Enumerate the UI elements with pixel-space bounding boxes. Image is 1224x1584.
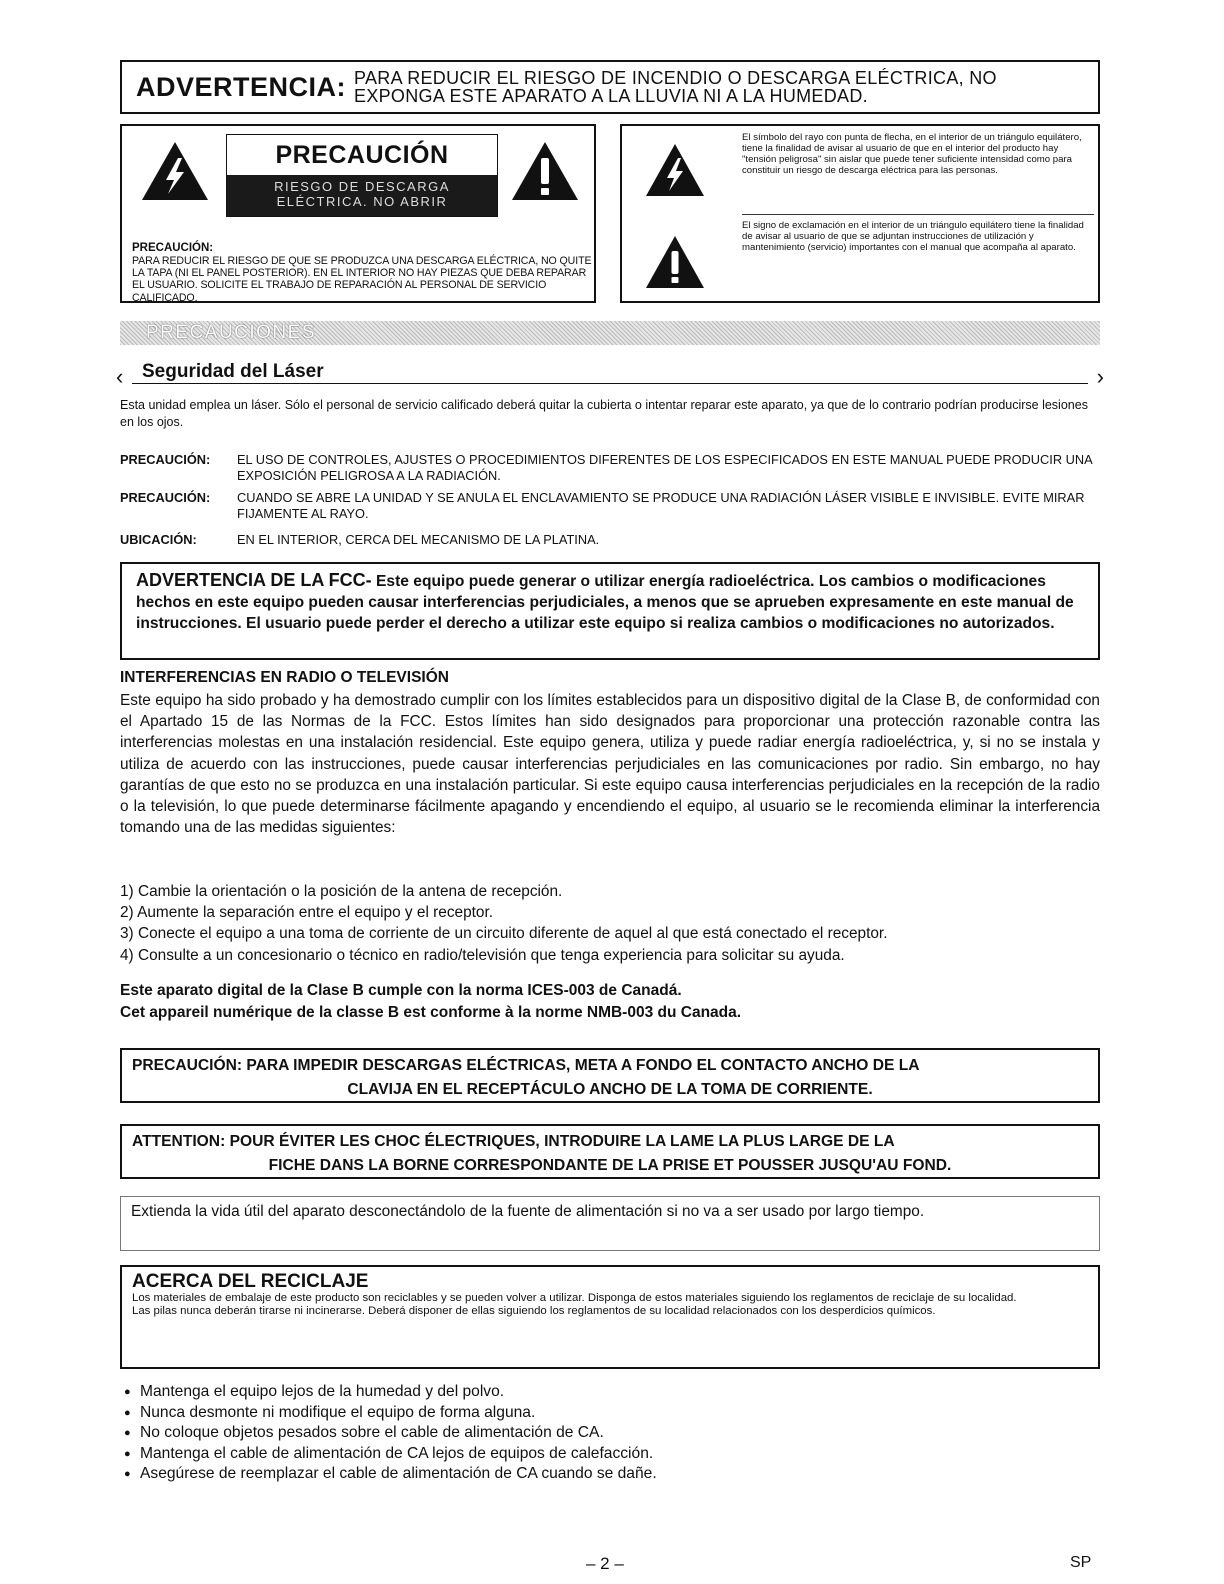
- caution-dark-line-1: RIESGO DE DESCARGA: [274, 179, 450, 194]
- interference-list: [120, 881, 1100, 966]
- interference-text: Este equipo ha sido probado y ha demostrado cumplir con los límites establecidos para un dispositivo digital de la Clase B, de conformidad con el Apartado 15 de las Normas de la FCC. Estos límites han sido designados para proporcionar una protección razonable contra las interferencias molestas en una instalación residencial. Este equipo genera, utiliza y puede radiar energía radioeléctrica, y, si no se instala y utiliza de acuerdo con las instrucciones, puede causar interferencias perjudiciales en las comunicaciones por radio. Sin embargo, no hay garantías de que esto no se produzca en una instalación particular. Si este equipo causa interferencias perjudiciales en la recepción de la radio o la televisión, lo que puede determinarse fácilmente apagando y encendiendo el equipo, al usuario se le recomienda eliminar la interferencia tomando una de las medidas siguientes:: [120, 692, 1100, 837]
- language-code: SP: [1070, 1554, 1092, 1571]
- fcc-warning-box: [120, 562, 1100, 660]
- laser-intro: Esta unidad emplea un láser. Sólo el personal de servicio calificado deberá quitar la cubierta o intentar reparar este aparato, ya que de lo contrario podrían producirse lesiones en los ojos.: [120, 398, 1088, 429]
- top-warning-line-1: PARA REDUCIR EL RIESGO DE INCENDIO O DESCARGA ELÉCTRICA, NO: [354, 68, 997, 88]
- section-banner-title: PRECAUCIONES: [146, 322, 317, 343]
- recycle-paragraph-1: Los materiales de embalaje de este producto son reciclables y se pueden volver a utilizar. Disponga de estos materiales siguiendo los reglamentos de reciclaje de su localidad.: [132, 1292, 1017, 1304]
- list-item: 1) Cambie la orientación o la posición de la antena de recepción.: [120, 883, 563, 900]
- exclamation-symbol-icon: [644, 234, 706, 290]
- caution-small-title: PRECAUCIÓN:: [132, 242, 214, 254]
- interference-title: INTERFERENCIAS EN RADIO O TELEVISIÓN: [120, 669, 449, 686]
- laser-row-2: [120, 490, 1100, 522]
- lightning-warning-icon: [140, 140, 210, 202]
- laser-row-1-label: PRECAUCIÓN:: [120, 452, 211, 467]
- list-item: ● Mantenga el cable de alimentación de CA lejos de equipos de calefacción.: [120, 1444, 657, 1465]
- lightning-symbol-text: El símbolo del rayo con punta de flecha, en el interior de un triángulo equilátero, tiene la finalidad de avisar al usuario de que en el interior del producto hay "tensión peligrosa" sin aislar que puede tener suficiente intensidad como para constituir un riesgo de descarga eléctrica para las personas.: [742, 132, 1082, 176]
- top-warning-label: ADVERTENCIA:: [136, 71, 347, 102]
- laser-row-1-text: EL USO DE CONTROLES, AJUSTES O PROCEDIMIENTOS DIFERENTES DE LOS ESPECIFICADOS EN ESTE MANUAL PUEDE PRODUCIR UNA EXPOSICIÓN PELIGROSA A LA RADIACIÓN.: [237, 452, 1092, 483]
- exclamation-symbol-text: El signo de exclamación en el interior de un triángulo equilátero tiene la finalidad de avisar al usuario de que se adjuntan instrucciones de utilización y mantenimiento (servicio) importantes con el manual que acompaña al aparato.: [742, 220, 1084, 253]
- laser-row-2-label: PRECAUCIÓN:: [120, 490, 211, 505]
- list-item: ● Mantenga el equipo lejos de la humedad y del polvo.: [120, 1382, 657, 1403]
- bullet-list: [120, 1382, 657, 1485]
- plug-es-line-2: CLAVIJA EN EL RECEPTÁCULO ANCHO DE LA TOMA DE CORRIENTE.: [347, 1081, 873, 1098]
- caution-dark-panel: [227, 175, 497, 216]
- left-chevron-icon: ‹: [116, 364, 124, 389]
- plug-fr-line-1: ATTENTION: POUR ÉVITER LES CHOC ÉLECTRIQUES, INTRODUIRE LA LAME LA PLUS LARGE DE LA: [132, 1133, 895, 1150]
- laser-row-3: [120, 532, 1100, 548]
- top-warning-box: [120, 60, 1100, 114]
- canada-line-fr: Cet appareil numérique de la classe B est conforme à la norme NMB-003 du Canada.: [120, 1004, 742, 1021]
- list-item: 2) Aumente la separación entre el equipo y el receptor.: [120, 904, 494, 922]
- right-chevron-icon: ›: [1096, 364, 1104, 389]
- section-banner: [120, 321, 1100, 345]
- plug-caution-fr-box: [120, 1124, 1100, 1179]
- fcc-title: ADVERTENCIA DE LA FCC-: [136, 570, 372, 590]
- plug-fr-line-2: FICHE DANS LA BORNE CORRESPONDANTE DE LA PRISE ET POUSSER JUSQU'AU FOND.: [268, 1157, 952, 1174]
- recycle-paragraph-2: Las pilas nunca deberán tirarse ni incinerarse. Deberá disponer de ellas siguiendo los reglamentos de su localidad relacionados con los desperdicios químicos.: [132, 1305, 936, 1318]
- laser-row-3-label: UBICACIÓN:: [120, 532, 197, 547]
- symbols-divider: [742, 214, 1094, 215]
- caution-title: PRECAUCIÓN: [275, 140, 449, 169]
- symbols-explanation-box: [620, 124, 1100, 303]
- caution-small-text: PARA REDUCIR EL RIESGO DE QUE SE PRODUZCA UNA DESCARGA ELÉCTRICA, NO QUITE LA TAPA (NI EL PANEL POSTERIOR). EN EL INTERIOR NO HAY PIEZAS QUE DEBA REPARAR EL USUARIO. SOLICITE EL TRABAJO DE REPARACIÓN AL PERSONAL DE SERVICIO CALIFICADO.: [132, 255, 592, 304]
- list-item: 3) Conecte el equipo a una toma de corriente de un circuito diferente de aquel al que está conectado el receptor.: [120, 925, 888, 943]
- page-number: – 2 –: [586, 1554, 624, 1573]
- canada-line-es: Este aparato digital de la Clase B cumple con la norma ICES-003 de Canadá.: [120, 982, 682, 999]
- caution-center-label: [226, 134, 498, 217]
- top-warning-line-2: EXPONGA ESTE APARATO A LA LLUVIA NI A LA HUMEDAD.: [354, 86, 868, 106]
- plug-caution-es-box: [120, 1048, 1100, 1103]
- laser-row-2-text: CUANDO SE ABRE LA UNIDAD Y SE ANULA EL ENCLAVAMIENTO SE PRODUCE UNA RADIACIÓN LÁSER VISIBLE E INVISIBLE. EVITE MIRAR FIJAMENTE AL RAYO.: [237, 490, 1085, 521]
- canada-compliance: [120, 980, 741, 1024]
- fcc-text: Este equipo puede generar o utilizar energía radioeléctrica. Los cambios o modificaciones hechos en este equipo pueden causar interferencias perjudiciales, a menos que se aprueben expresamente en este manual de instrucciones. El usuario puede perder el derecho a utilizar este equipo si realiza cambios o modificaciones no autorizados.: [136, 573, 1074, 632]
- recycle-title: ACERCA DEL RECICLAJE: [132, 1271, 369, 1292]
- laser-heading-title: Seguridad del Láser: [142, 361, 330, 383]
- list-item: 4) Consulte a un concesionario o técnico en radio/televisión que tenga experiencia para solicitar su ayuda.: [120, 946, 845, 964]
- laser-heading: [116, 360, 1104, 389]
- plug-es-line-1: PRECAUCIÓN: PARA IMPEDIR DESCARGAS ELÉCTRICAS, META A FONDO EL CONTACTO ANCHO DE LA: [132, 1057, 920, 1074]
- caution-label-box: [120, 124, 596, 303]
- list-item: ● Nunca desmonte ni modifique el equipo de forma alguna.: [120, 1403, 657, 1424]
- top-warning-text: [354, 69, 997, 105]
- lightning-symbol-icon: [644, 142, 706, 198]
- list-item: ● No coloque objetos pesados sobre el cable de alimentación de CA.: [120, 1423, 657, 1444]
- caution-dark-line-2: ELÉCTRICA. NO ABRIR: [276, 194, 448, 209]
- life-note-box: Extienda la vida útil del aparato desconectándolo de la fuente de alimentación si no va a ser usado por largo tiempo.: [120, 1196, 1100, 1251]
- laser-heading-rule: [132, 383, 1088, 384]
- list-item: ● Asegúrese de reemplazar el cable de alimentación de CA cuando se dañe.: [120, 1464, 657, 1485]
- laser-row-1: [120, 452, 1100, 484]
- laser-row-3-text: EN EL INTERIOR, CERCA DEL MECANISMO DE LA PLATINA.: [237, 532, 600, 547]
- exclamation-warning-icon: [510, 140, 580, 202]
- recycle-box: [120, 1265, 1100, 1369]
